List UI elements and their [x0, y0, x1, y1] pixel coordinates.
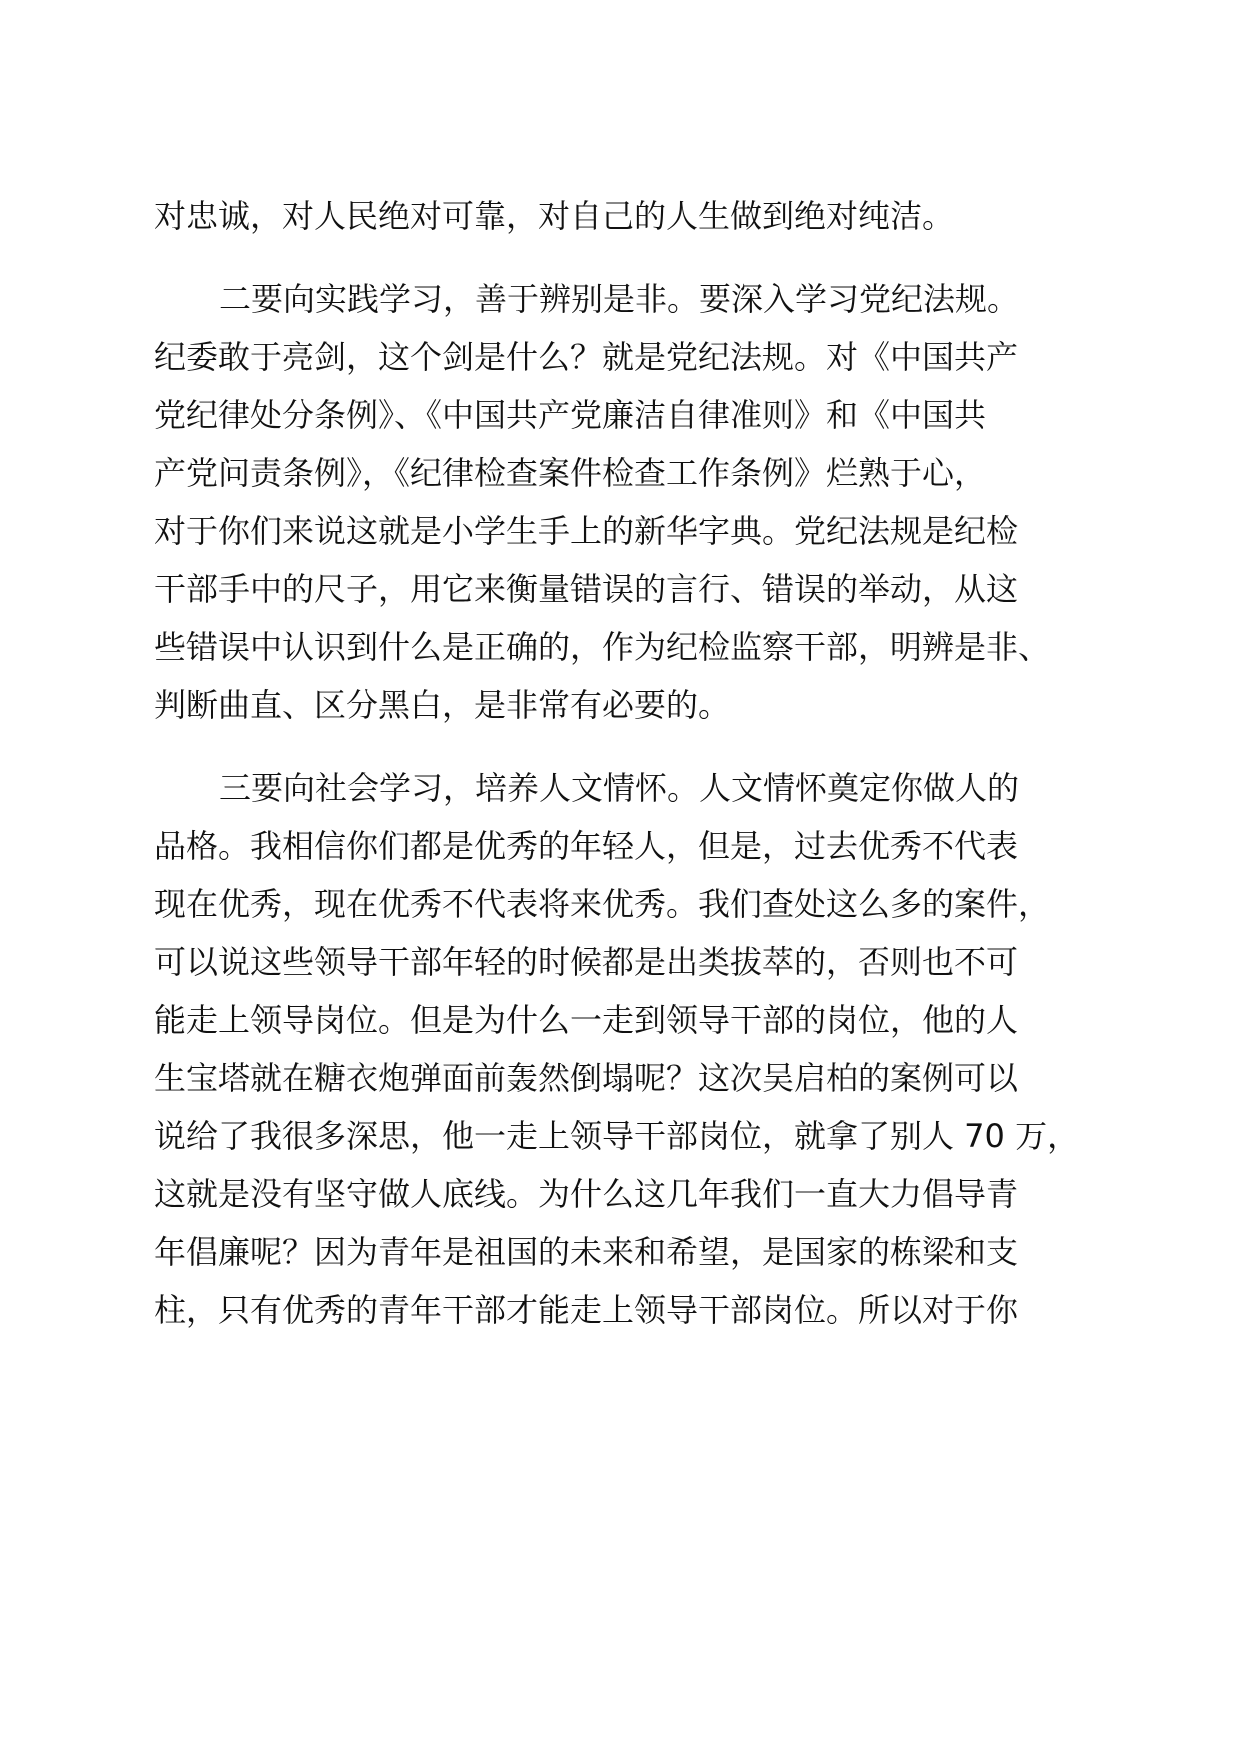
text-line: 党纪律处分条例》、《中国共产党廉洁自律准则》和《中国共	[154, 396, 987, 434]
text-line: 三要向社会学习，培养人文情怀。人文情怀奠定你做人的	[219, 769, 1020, 807]
text-line: 这就是没有坚守做人底线。为什么这几年我们一直大力倡导青	[154, 1175, 1019, 1213]
text-line: 说给了我很多深思，他一走上领导干部岗位，就拿了别人 70 万，	[154, 1117, 1080, 1155]
text-line: 对于你们来说这就是小学生手上的新华字典。党纪法规是纪检	[154, 512, 1019, 550]
text-line: 二要向实践学习，善于辨别是非。要深入学习党纪法规。	[219, 280, 1020, 318]
text-line: 判断曲直、区分黑白，是非常有必要的。	[154, 686, 731, 724]
text-line: 产党问责条例》，《纪律检查案件检查工作条例》烂熟于心，	[154, 454, 987, 492]
text-line: 干部手中的尺子，用它来衡量错误的言行、错误的举动，从这	[154, 570, 1019, 608]
text-line: 年倡廉呢？因为青年是祖国的未来和希望，是国家的栋梁和支	[154, 1233, 1019, 1271]
text-line: 生宝塔就在糖衣炮弹面前轰然倒塌呢？这次吴启柏的案例可以	[154, 1059, 1019, 1097]
text-line: 纪委敢于亮剑，这个剑是什么？就是党纪法规。对《中国共产	[154, 338, 1019, 376]
text-line: 品格。我相信你们都是优秀的年轻人，但是，过去优秀不代表	[154, 827, 1019, 865]
text-line: 可以说这些领导干部年轻的时候都是出类拔萃的，否则也不可	[154, 943, 1019, 981]
text-line: 些错误中认识到什么是正确的，作为纪检监察干部，明辨是非、	[154, 628, 1051, 666]
text-line: 现在优秀，现在优秀不代表将来优秀。我们查处这么多的案件，	[154, 885, 1051, 923]
text-line: 能走上领导岗位。但是为什么一走到领导干部的岗位，他的人	[154, 1001, 1019, 1039]
text-line: 柱，只有优秀的青年干部才能走上领导干部岗位。所以对于你	[154, 1291, 1019, 1329]
text-line: 对忠诚，对人民绝对可靠，对自己的人生做到绝对纯洁。	[154, 197, 955, 235]
